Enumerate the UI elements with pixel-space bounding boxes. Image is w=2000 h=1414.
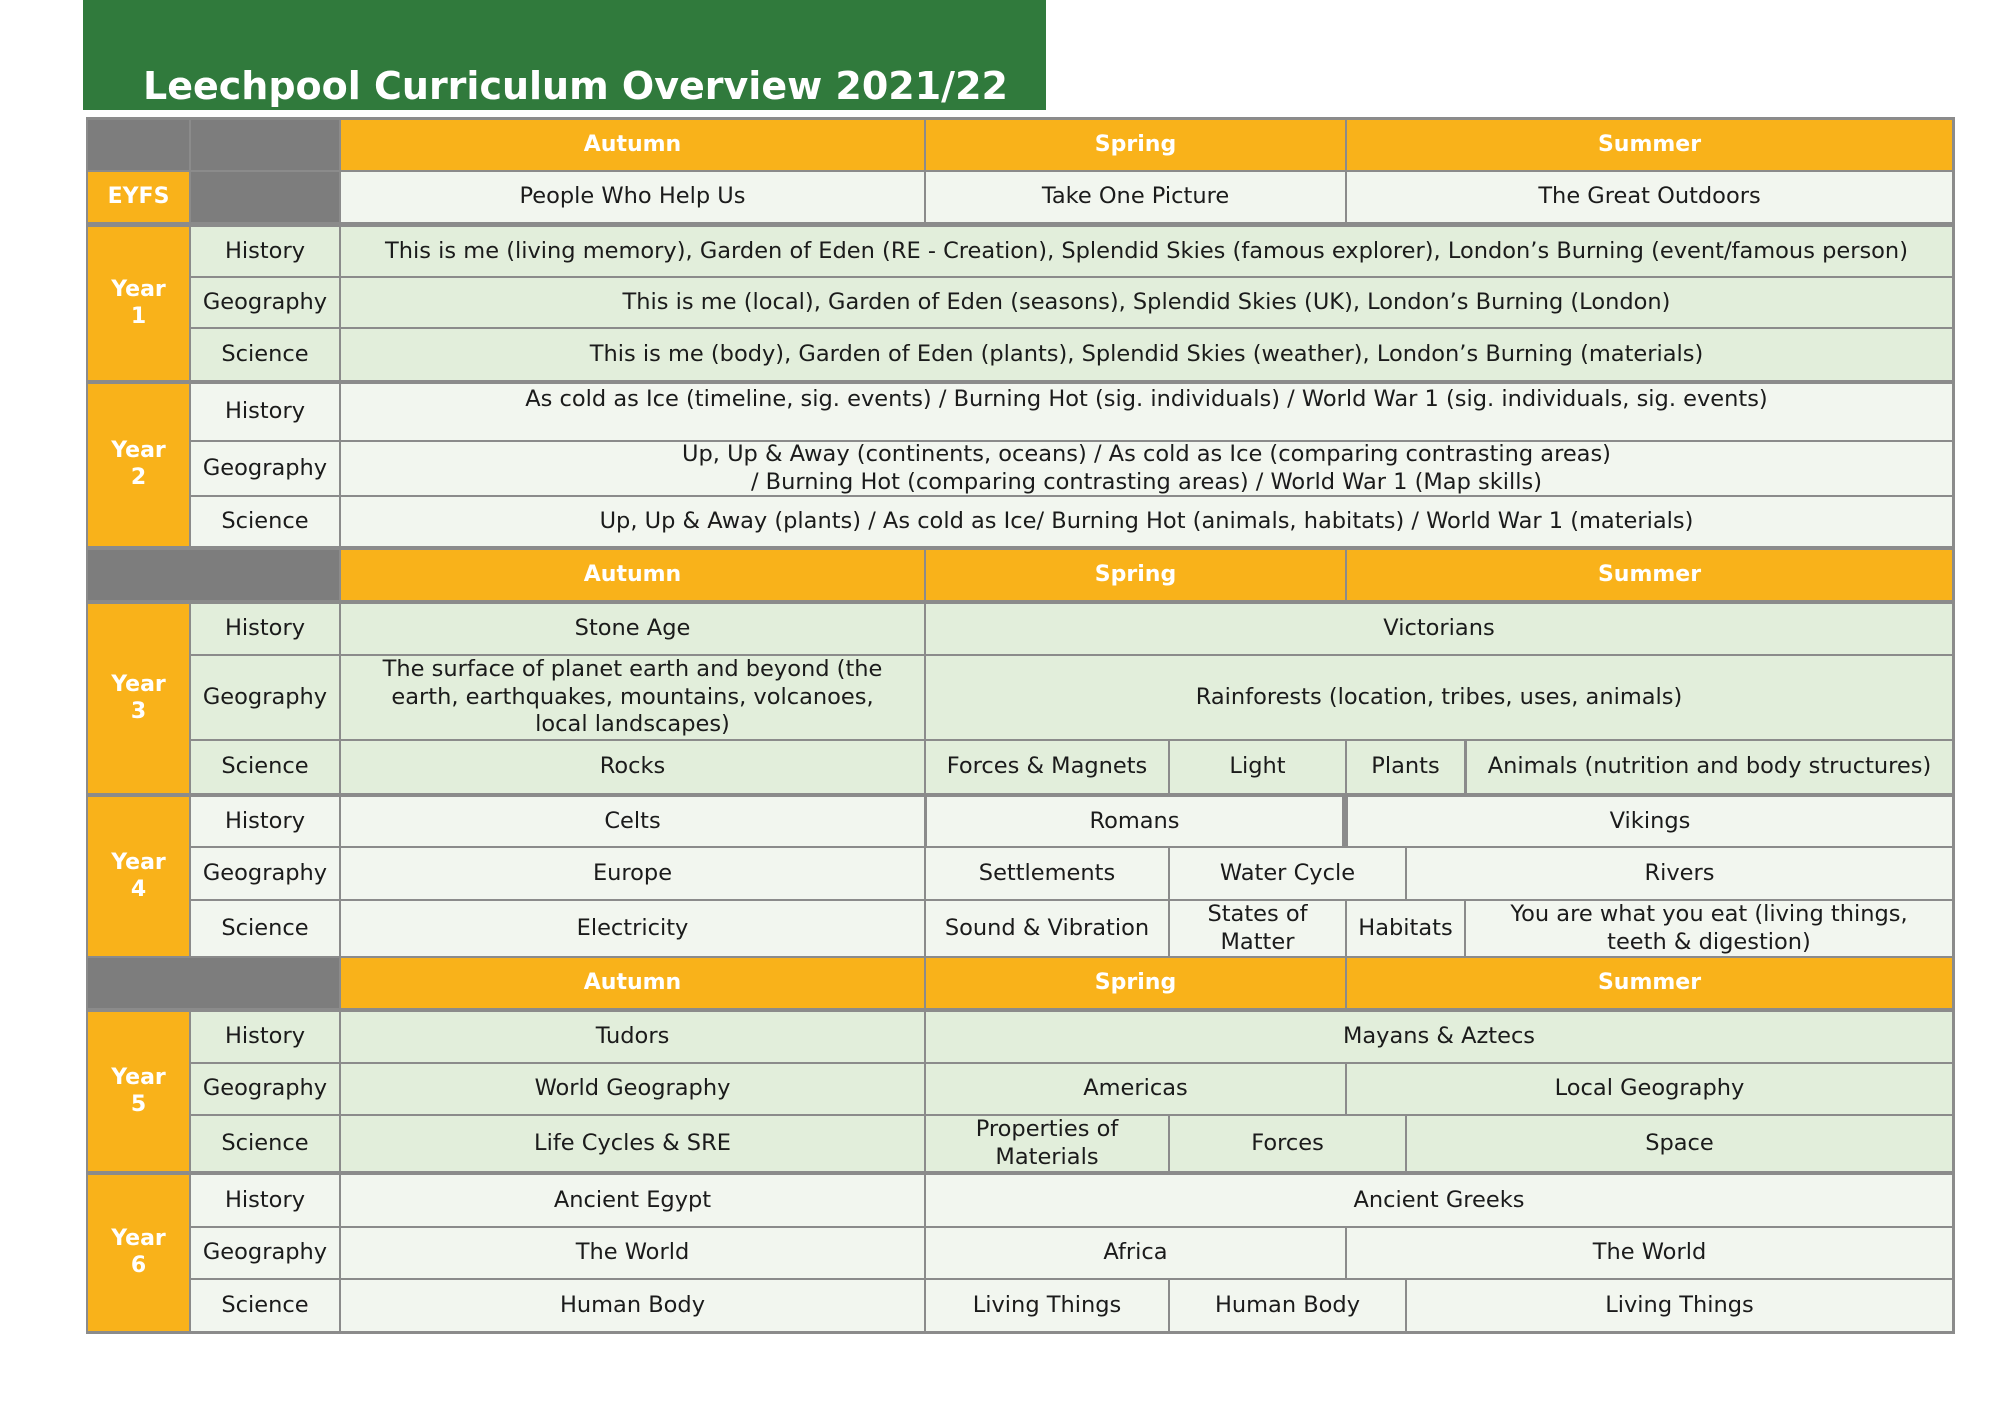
y6-geography-the-world-1: The World <box>341 1228 924 1278</box>
y4-history-romans: Romans <box>927 797 1342 846</box>
y3-subject-history: History <box>191 604 339 654</box>
y1-geography: This is me (local), Garden of Eden (seasons), Splendid Skies (UK), London’s Burning (London) <box>341 278 1952 327</box>
y2-science: Up, Up & Away (plants) / As cold as Ice/ Burning Hot (animals, habitats) / World War 1 (materials) <box>341 497 1952 546</box>
y4-geography-settlements: Settlements <box>926 848 1168 899</box>
y4-science-sound-vibration: Sound & Vibration <box>926 901 1168 956</box>
y4-subject-history: History <box>191 797 339 846</box>
curriculum-table <box>86 117 1955 1334</box>
year-label-2 <box>88 384 189 546</box>
y2-subject-history: History <box>191 384 339 440</box>
y4-history-celts: Celts <box>341 797 924 846</box>
y2-geography-line2: / Burning Hot (comparing contrasting areas) / World War 1 (Map skills) <box>750 468 1543 495</box>
y3-science-rocks: Rocks <box>341 741 924 793</box>
year-label-1 <box>88 227 189 380</box>
y4-science-you-are-what-you-eat <box>1466 901 1952 956</box>
y5-subject-history: History <box>191 1012 339 1062</box>
y6-subject-geography: Geography <box>191 1228 339 1278</box>
y4-geography-europe: Europe <box>341 848 924 899</box>
y6-subject-history: History <box>191 1175 339 1226</box>
y3-geography-autumn-text: The surface of planet earth and beyond (the earth, earthquakes, mountains, volcanoes, local landscapes) <box>382 656 883 738</box>
y2-geography-line1: Up, Up & Away (continents, oceans) / As cold as Ice (comparing contrasting areas) <box>682 442 1611 468</box>
header3-spring: Spring <box>926 958 1345 1008</box>
header2-autumn: Autumn <box>341 550 924 600</box>
y5-geography-americas: Americas <box>926 1064 1345 1114</box>
header3-summer: Summer <box>1347 958 1952 1008</box>
year-1-text: Year 1 <box>111 276 166 329</box>
header-blank-subject <box>191 120 339 170</box>
year-label-4 <box>88 797 189 956</box>
y3-subject-science: Science <box>191 741 339 793</box>
y4-science-you-are-what-you-eat-text: You are what you eat (living things, teeth & digestion) <box>1510 901 1908 955</box>
y3-history-spring-summer: Victorians <box>926 604 1952 654</box>
y5-science-space: Space <box>1407 1116 1952 1171</box>
y6-science-living-things-2: Living Things <box>1407 1280 1952 1331</box>
y5-history-tudors: Tudors <box>341 1012 924 1062</box>
y3-history-autumn: Stone Age <box>341 604 924 654</box>
y6-geography-the-world-2: The World <box>1347 1228 1952 1278</box>
page-title: Leechpool Curriculum Overview 2021/22 <box>143 64 1008 108</box>
year-label-6 <box>88 1175 189 1331</box>
eyfs-autumn: People Who Help Us <box>341 172 924 222</box>
year-label-5 <box>88 1012 189 1171</box>
y1-subject-history: History <box>191 227 339 276</box>
title-banner <box>83 0 1046 110</box>
y3-science-animals: Animals (nutrition and body structures) <box>1467 741 1952 793</box>
y5-science-properties-of-materials <box>926 1116 1168 1171</box>
header-spring: Spring <box>926 120 1345 170</box>
y4-subject-geography: Geography <box>191 848 339 899</box>
y1-science: This is me (body), Garden of Eden (plants), Splendid Skies (weather), London’s Burning (materials) <box>341 329 1952 380</box>
y4-science-electricity: Electricity <box>341 901 924 956</box>
y6-science-human-body-2: Human Body <box>1170 1280 1405 1331</box>
y6-geography-africa: Africa <box>926 1228 1345 1278</box>
y4-subject-science: Science <box>191 901 339 956</box>
y4-history-vikings: Vikings <box>1348 797 1952 846</box>
year-label-3 <box>88 604 189 793</box>
header2-blank <box>88 550 339 600</box>
y2-history <box>341 384 1952 440</box>
header2-summer: Summer <box>1347 550 1952 600</box>
y1-history: This is me (living memory), Garden of Eden (RE - Creation), Splendid Skies (famous explorer), London’s Burning (event/famous person) <box>341 227 1952 276</box>
header-blank-year <box>88 120 189 170</box>
year-3-text: Year 3 <box>111 671 166 724</box>
y3-science-forces-magnets: Forces & Magnets <box>926 741 1168 793</box>
y3-geography-autumn <box>341 656 924 739</box>
year-6-text: Year 6 <box>111 1226 166 1278</box>
year-label-eyfs: EYFS <box>88 172 189 222</box>
y5-subject-geography: Geography <box>191 1064 339 1114</box>
y2-subject-science: Science <box>191 497 339 546</box>
y6-subject-science: Science <box>191 1280 339 1331</box>
y4-science-states-of-matter <box>1170 901 1345 956</box>
year-2-text: Year 2 <box>111 438 166 490</box>
y3-science-plants: Plants <box>1347 741 1464 793</box>
eyfs-blank-subject <box>191 172 339 222</box>
y4-geography-rivers: Rivers <box>1407 848 1952 899</box>
y6-science-human-body-1: Human Body <box>341 1280 924 1331</box>
header2-spring: Spring <box>926 550 1345 600</box>
year-4-text: Year 4 <box>111 849 166 902</box>
y4-science-states-of-matter-text: States of Matter <box>1207 901 1308 955</box>
header-summer: Summer <box>1347 120 1952 170</box>
y6-science-living-things-1: Living Things <box>926 1280 1168 1331</box>
header3-autumn: Autumn <box>341 958 924 1008</box>
y5-subject-science: Science <box>191 1116 339 1171</box>
eyfs-summer: The Great Outdoors <box>1347 172 1952 222</box>
y5-science-forces: Forces <box>1170 1116 1405 1171</box>
y2-geography <box>341 442 1952 495</box>
header3-blank <box>88 958 339 1008</box>
eyfs-spring: Take One Picture <box>926 172 1345 222</box>
y1-subject-geography: Geography <box>191 278 339 327</box>
y3-science-light: Light <box>1170 741 1345 793</box>
y2-history-text: As cold as Ice (timeline, sig. events) / Burning Hot (sig. individuals) / World War 1 (sig. individuals, sig. events) <box>525 386 1768 412</box>
header-autumn: Autumn <box>341 120 924 170</box>
y4-geography-water-cycle: Water Cycle <box>1170 848 1405 899</box>
y5-science-properties-of-materials-text: Properties of Materials <box>975 1116 1119 1170</box>
y5-history-mayans-aztecs: Mayans & Aztecs <box>926 1012 1952 1062</box>
y5-geography-local: Local Geography <box>1347 1064 1952 1114</box>
y5-science-life-cycles: Life Cycles & SRE <box>341 1116 924 1171</box>
y3-subject-geography: Geography <box>191 656 339 739</box>
y3-geography-spring-summer: Rainforests (location, tribes, uses, animals) <box>926 656 1952 739</box>
y6-history-ancient-greeks: Ancient Greeks <box>926 1175 1952 1226</box>
y1-subject-science: Science <box>191 329 339 380</box>
y6-history-ancient-egypt: Ancient Egypt <box>341 1175 924 1226</box>
y5-geography-world: World Geography <box>341 1064 924 1114</box>
year-5-text: Year 5 <box>111 1064 166 1117</box>
y4-science-habitats: Habitats <box>1347 901 1464 956</box>
y2-subject-geography: Geography <box>191 442 339 495</box>
